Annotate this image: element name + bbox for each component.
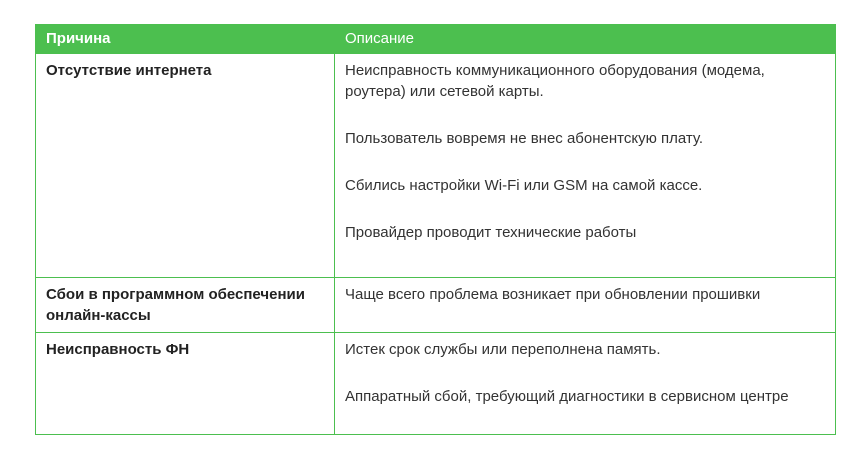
column-header-description: Описание: [335, 25, 836, 54]
table-row: [36, 278, 836, 333]
table-row: [36, 333, 836, 435]
reason-cell: Сбои в программном обеспечении онлайн-кассы: [36, 278, 335, 333]
description-line: Сбились настройки Wi-Fi или GSM на самой кассе.: [345, 177, 703, 194]
description-line: Аппаратный сбой, требующий диагностики в сервисном центре: [345, 388, 789, 405]
description-line: Истек срок службы или переполнена память.: [345, 341, 661, 358]
description-line: Провайдер проводит технические работы: [345, 224, 637, 241]
column-header-reason: Причина: [36, 25, 335, 54]
reasons-table: [35, 24, 836, 435]
description-cell: [335, 333, 836, 435]
reason-cell: Отсутствие интернета: [36, 54, 335, 278]
description-line: Пользователь вовремя не внес абонентскую плату.: [345, 130, 704, 147]
table-row: [36, 54, 836, 278]
description-line: Неисправность коммуникационного оборудования (модема, роутера) или сетевой карты.: [345, 62, 765, 100]
description-line: Чаще всего проблема возникает при обновлении прошивки: [345, 286, 761, 303]
table-header-row: [36, 25, 836, 54]
reason-cell: Неисправность ФН: [36, 333, 335, 435]
content-area: [35, 24, 835, 435]
description-cell: [335, 278, 836, 333]
description-cell: [335, 54, 836, 278]
